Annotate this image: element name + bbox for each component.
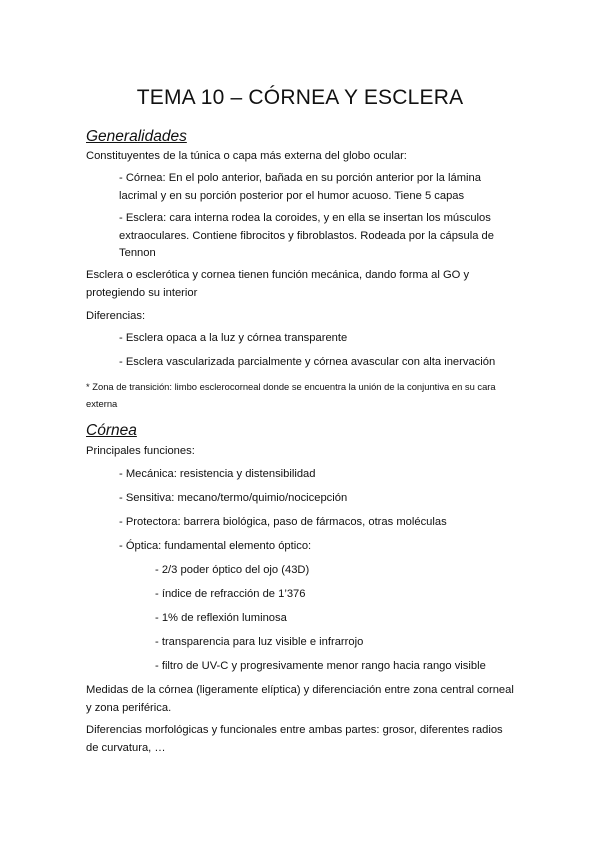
differences-text: Diferencias morfológicas y funcionales entre ambas partes: grosor, diferentes radios de curvatura, …	[86, 724, 503, 754]
optical-item: - índice de refracción de 1’376	[155, 588, 306, 600]
heading-cornea: Córnea	[86, 422, 137, 439]
function-item: - Protectora: barrera biológica, paso de fármacos, otras moléculas	[119, 516, 447, 528]
functions-label: Principales funciones:	[86, 445, 195, 457]
difference-item: - Esclera opaca a la luz y córnea transparente	[119, 332, 348, 344]
transition-note: * Zona de transición: limbo esclerocorneal donde se encuentra la unión de la conjuntiva en su cara externa	[86, 381, 496, 409]
differences-label: Diferencias:	[86, 310, 146, 322]
intro-text: Constituyentes de la túnica o capa más externa del globo ocular:	[86, 150, 407, 162]
function-item: - Mecánica: resistencia y distensibilidad	[119, 468, 316, 480]
function-item: - Sensitiva: mecano/termo/quimio/nocicepción	[119, 492, 348, 504]
optical-item: - 1% de reflexión luminosa	[155, 612, 287, 624]
optical-item: - transparencia para luz visible e infrarrojo	[155, 636, 364, 648]
optical-item: - 2/3 poder óptico del ojo (43D)	[155, 564, 310, 576]
difference-item: - Esclera vascularizada parcialmente y córnea avascular con alta inervación	[119, 356, 496, 368]
function-item: - Óptica: fundamental elemento óptico:	[119, 540, 312, 552]
measures-text: Medidas de la córnea (ligeramente elíptica) y diferenciación entre zona central corneal y zona periférica.	[86, 684, 514, 714]
bullet-esclera: - Esclera: cara interna rodea la coroides, y en ella se insertan los músculos extraoculares. Contiene fibrocitos y fibroblastos. Rodeada por la cápsula de Tennon	[119, 212, 494, 259]
heading-generalidades: Generalidades	[86, 128, 187, 145]
page-title: TEMA 10 – CÓRNEA Y ESCLERA	[136, 86, 464, 109]
bullet-cornea: - Córnea: En el polo anterior, bañada en su porción anterior por la lámina lacrimal y en su porción posterior por el humor acuoso. Tiene 5 capas	[119, 172, 481, 202]
function-text: Esclera o esclerótica y cornea tienen función mecánica, dando forma al GO y protegiendo su interior	[86, 269, 470, 299]
optical-item: - filtro de UV-C y progresivamente menor rango hacia rango visible	[155, 660, 486, 672]
